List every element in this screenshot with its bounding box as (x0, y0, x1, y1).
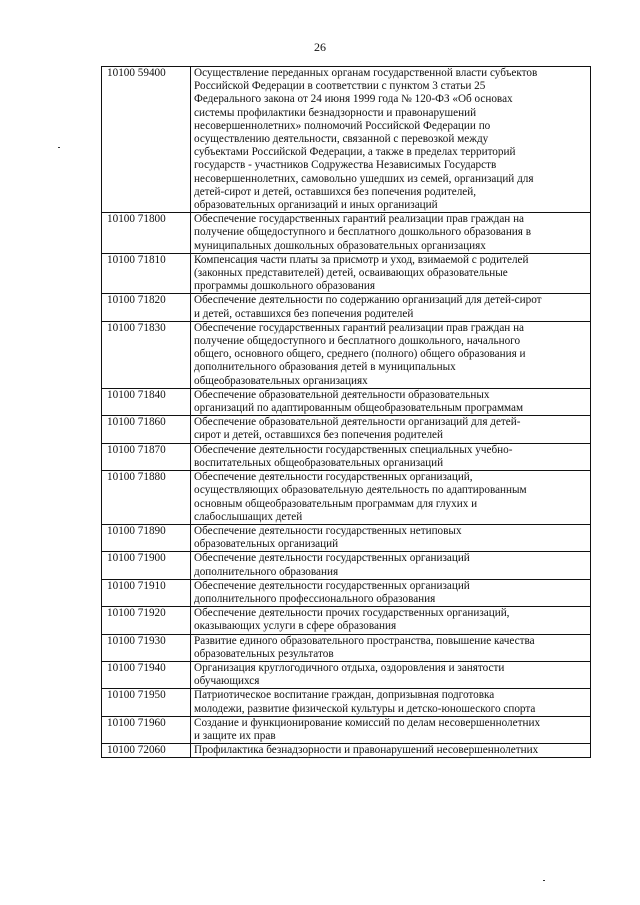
table-row (102, 294, 591, 321)
page-number: 26 (314, 40, 326, 54)
table-row (102, 579, 591, 606)
scan-speck (543, 880, 545, 881)
description-cell: Патриотическое воспитание граждан, допризывная подготовка молодежи, развитие физической культуры и детско-юношеского спорта (191, 689, 591, 716)
table-row (102, 416, 591, 443)
description-cell: Обеспечение деятельности государственных организаций, осуществляющих образовательную деятельность по адаптированным основным общеобразовательным программам для глухих и слабослышащих детей (191, 471, 591, 525)
table-row (102, 552, 591, 579)
description-cell: Обеспечение деятельности государственных специальных учебно- воспитательных общеобразовательных организаций (191, 443, 591, 470)
description-cell: Обеспечение деятельности государственных организаций дополнительного профессионального образования (191, 579, 591, 606)
table-row (102, 213, 591, 254)
code-cell: 10100 71900 (102, 552, 191, 579)
code-cell: 10100 71920 (102, 607, 191, 634)
description-cell: Профилактика безнадзорности и правонарушений несовершеннолетних (191, 744, 591, 758)
code-cell: 10100 71890 (102, 524, 191, 551)
budget-codes-table (101, 66, 591, 758)
code-cell: 10100 72060 (102, 744, 191, 758)
table-row (102, 689, 591, 716)
description-cell: Обеспечение деятельности по содержанию организаций для детей-сирот и детей, оставшихся без попечения родителей (191, 294, 591, 321)
description-cell: Обеспечение деятельности государственных организаций дополнительного образования (191, 552, 591, 579)
description-cell: Осуществление переданных органам государственной власти субъектов Российской Федерации в соответствии с пунктом 3 статьи 25 Федерального закона от 24 июня 1999 года № 120-ФЗ «Об основах системы профилактики безнадзорности и правонарушений несовершеннолетних» полномочий Российской Федерации по осуществлению деятельности, связанной с перевозкой между субъектами Российской Федерации, а также в пределах территорий государств - участников Содружества Независимых Государств несовершеннолетних, самовольно ушедших из семей, организаций для детей-сирот и детей, оставшихся без попечения родителей, образовательных организаций и иных организаций (191, 67, 591, 213)
table-row (102, 67, 591, 213)
code-cell: 10100 59400 (102, 67, 191, 213)
table-row (102, 634, 591, 661)
description-cell: Обеспечение образовательной деятельности образовательных организаций по адаптированным общеобразовательным программам (191, 388, 591, 415)
description-cell: Компенсация части платы за присмотр и уход, взимаемой с родителей (законных представителей) детей, осваивающих образовательные программы дошкольного образования (191, 253, 591, 294)
code-cell: 10100 71810 (102, 253, 191, 294)
table-row (102, 744, 591, 758)
code-cell: 10100 71880 (102, 471, 191, 525)
table-row (102, 661, 591, 688)
code-cell: 10100 71960 (102, 716, 191, 743)
description-cell: Обеспечение государственных гарантий реализации прав граждан на получение общедоступного и бесплатного дошкольного, начального общего, основного общего, среднего (полного) общего образования и дополнительного образования детей в муниципальных общеобразовательных организациях (191, 321, 591, 388)
code-cell: 10100 71870 (102, 443, 191, 470)
description-cell: Обеспечение образовательной деятельности организаций для детей- сирот и детей, оставшихся без попечения родителей (191, 416, 591, 443)
scan-speck (58, 147, 60, 148)
table-row (102, 524, 591, 551)
code-cell: 10100 71820 (102, 294, 191, 321)
code-cell: 10100 71840 (102, 388, 191, 415)
description-cell: Создание и функционирование комиссий по делам несовершеннолетних и защите их прав (191, 716, 591, 743)
code-cell: 10100 71800 (102, 213, 191, 254)
code-cell: 10100 71950 (102, 689, 191, 716)
description-cell: Обеспечение деятельности государственных нетиповых образовательных организаций (191, 524, 591, 551)
table-row (102, 471, 591, 525)
description-cell: Обеспечение деятельности прочих государственных организаций, оказывающих услуги в сфере образования (191, 607, 591, 634)
table-row (102, 388, 591, 415)
table-row (102, 443, 591, 470)
description-cell: Обеспечение государственных гарантий реализации прав граждан на получение общедоступного и бесплатного дошкольного образования в муниципальных дошкольных образовательных организациях (191, 213, 591, 254)
code-cell: 10100 71940 (102, 661, 191, 688)
table-row (102, 716, 591, 743)
code-cell: 10100 71860 (102, 416, 191, 443)
table-row (102, 607, 591, 634)
description-cell: Развитие единого образовательного пространства, повышение качества образовательных результатов (191, 634, 591, 661)
code-cell: 10100 71830 (102, 321, 191, 388)
table-row (102, 321, 591, 388)
code-cell: 10100 71930 (102, 634, 191, 661)
description-cell: Организация круглогодичного отдыха, оздоровления и занятости обучающихся (191, 661, 591, 688)
code-cell: 10100 71910 (102, 579, 191, 606)
table-row (102, 253, 591, 294)
